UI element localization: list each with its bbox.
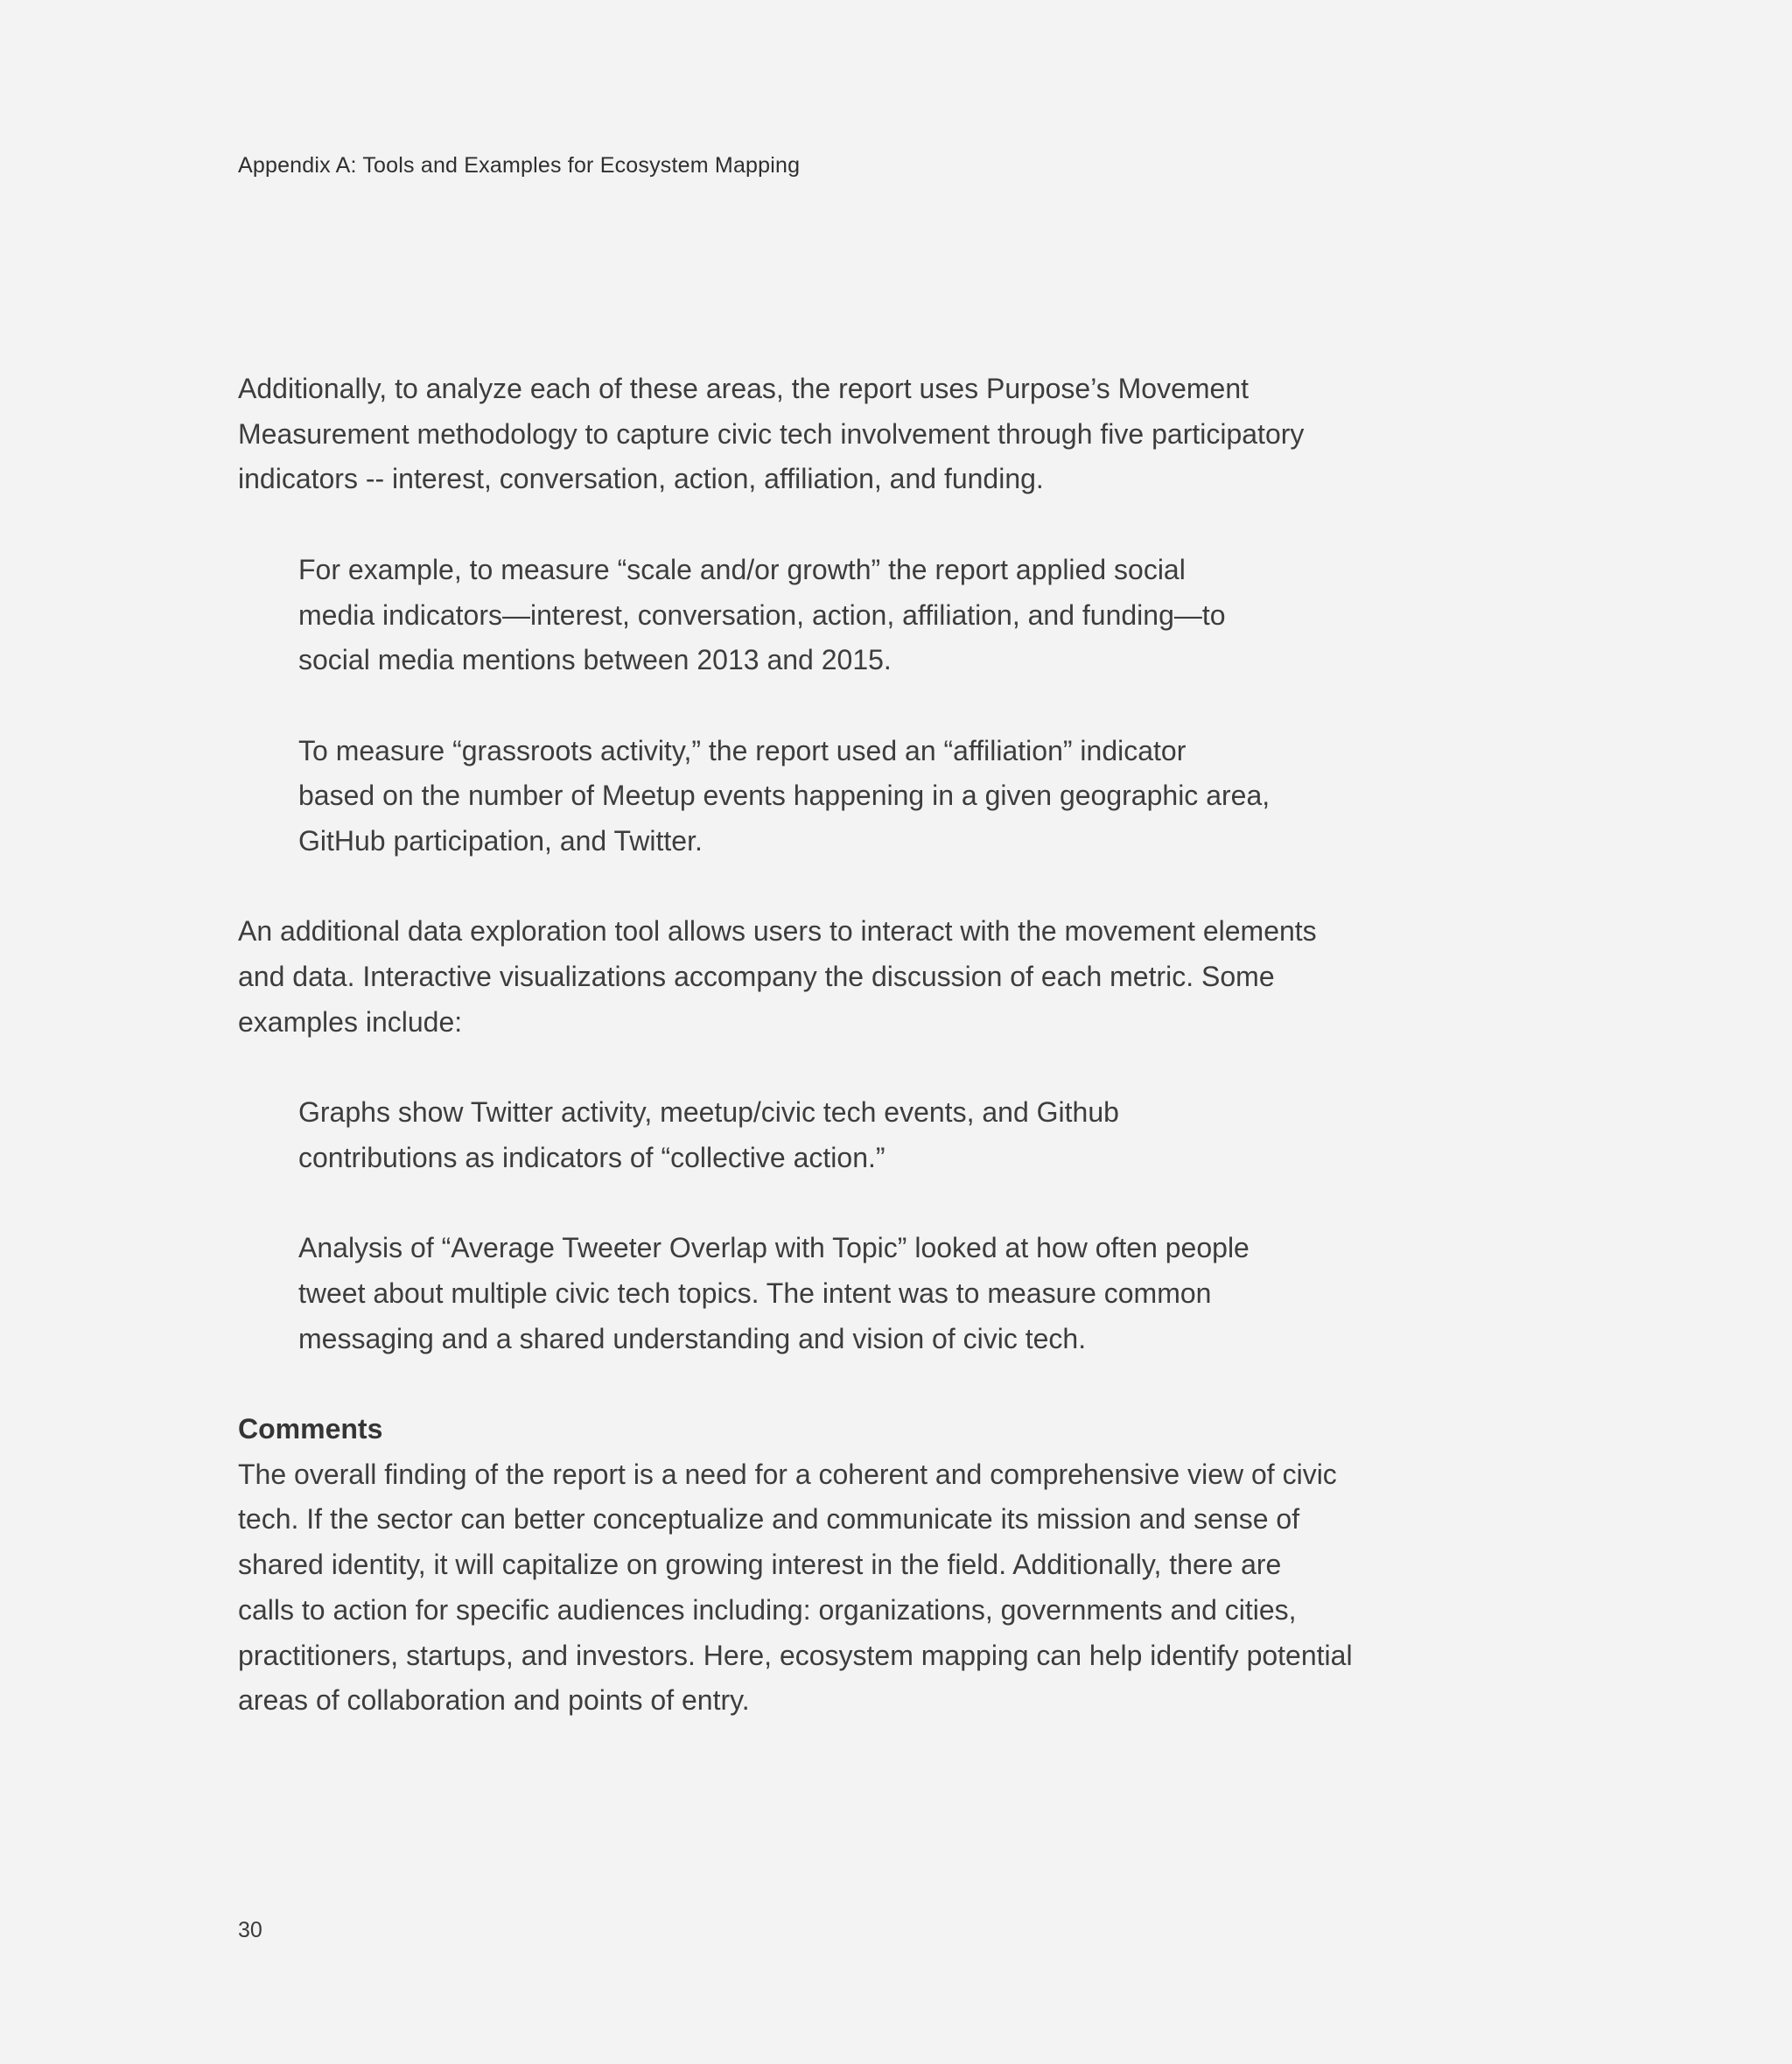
comments-heading: Comments xyxy=(238,1413,383,1445)
paragraph-data-exploration xyxy=(238,909,1480,1045)
text-line: areas of collaboration and points of entry. xyxy=(238,1684,750,1717)
paragraph-methodology xyxy=(238,367,1480,502)
text-line: tweet about multiple civic tech topics. The intent was to measure common xyxy=(298,1277,1212,1309)
text-line: calls to action for specific audiences including: organizations, governments and cities, xyxy=(238,1593,1297,1626)
indented-example-scale-growth xyxy=(298,548,1480,683)
text-line: practitioners, startups, and investors. Here, ecosystem mapping can help identify potential xyxy=(238,1639,1353,1671)
indented-example-graphs xyxy=(298,1090,1480,1180)
text-line: and data. Interactive visualizations accompany the discussion of each metric. Some xyxy=(238,961,1275,993)
indented-example-grassroots xyxy=(298,729,1480,864)
text-line: media indicators—interest, conversation, action, affiliation, and funding—to xyxy=(298,598,1226,631)
text-line: The overall finding of the report is a need for a coherent and comprehensive view of civic xyxy=(238,1458,1337,1490)
text-line: examples include: xyxy=(238,1005,463,1038)
text-line: social media mentions between 2013 and 2015. xyxy=(298,644,892,676)
text-line: based on the number of Meetup events happening in a given geographic area, xyxy=(298,780,1270,812)
text-line: indicators -- interest, conversation, action, affiliation, and funding. xyxy=(238,463,1044,495)
page-number: 30 xyxy=(238,1918,262,1942)
text-line: For example, to measure “scale and/or growth” the report applied social xyxy=(298,553,1186,585)
body-content xyxy=(238,367,1480,1724)
text-line: Analysis of “Average Tweeter Overlap with Topic” looked at how often people xyxy=(298,1232,1250,1264)
text-line: tech. If the sector can better conceptualize and communicate its mission and sense of xyxy=(238,1503,1300,1536)
text-line: Graphs show Twitter activity, meetup/civic tech events, and Github xyxy=(298,1096,1119,1129)
text-line: GitHub participation, and Twitter. xyxy=(298,825,703,857)
text-line: Additionally, to analyze each of these areas, the report uses Purpose’s Movement xyxy=(238,373,1250,404)
text-line: To measure “grassroots activity,” the report used an “affiliation” indicator xyxy=(298,734,1186,766)
text-line: An additional data exploration tool allows users to interact with the movement elements xyxy=(238,915,1317,948)
text-line: messaging and a shared understanding and vision of civic tech. xyxy=(298,1322,1087,1354)
text-line: shared identity, it will capitalize on growing interest in the field. Additionally, there are xyxy=(238,1549,1282,1581)
paragraph-comments xyxy=(238,1452,1480,1724)
text-line: contributions as indicators of “collective action.” xyxy=(298,1141,886,1173)
indented-example-tweeter-overlap xyxy=(298,1226,1480,1361)
running-header: Appendix A: Tools and Examples for Ecosystem Mapping xyxy=(238,153,801,178)
text-line: Measurement methodology to capture civic tech involvement through five participatory xyxy=(238,417,1305,450)
